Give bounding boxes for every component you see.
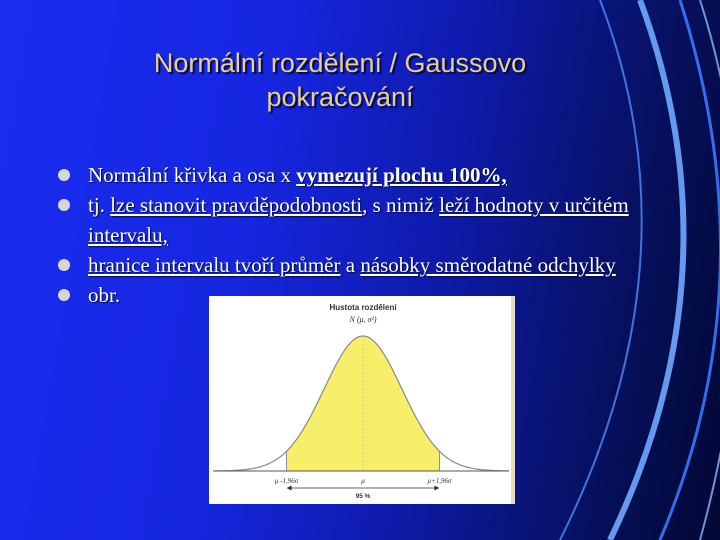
bullet-link[interactable]: násobky směrodatné odchylky [360, 253, 616, 277]
right-bound-label: μ+1,96σ [427, 477, 452, 485]
bullet-text: , s nimiž [362, 193, 440, 217]
bullet-text: Normální křivka a osa x [88, 163, 297, 187]
bullet-dot-icon [58, 289, 70, 301]
figure-title: Hustota rozdělení [329, 303, 397, 312]
bullet-text: tj. [88, 193, 111, 217]
bullet-link[interactable]: hranice intervalu tvoří průměr [88, 253, 341, 277]
figure-edge [511, 296, 515, 504]
slide-title [60, 46, 620, 114]
normal-distribution-plot [209, 296, 515, 504]
bullet-list [58, 160, 678, 310]
bullet-dot-icon [58, 199, 70, 211]
slide-title-line-2: pokračování [266, 82, 414, 112]
bullet-text: obr. [88, 283, 121, 307]
bullet-item [58, 250, 678, 280]
interval-label: 95 % [355, 493, 371, 500]
bullet-link[interactable]: lze stanovit pravděpodobnosti [110, 193, 363, 217]
mean-label: μ [361, 477, 365, 485]
bullet-dot-icon [58, 259, 70, 271]
normal-distribution-figure [209, 296, 515, 504]
bullet-emphasis: vymezují plochu 100%, [296, 163, 507, 187]
bullet-dot-icon [58, 169, 70, 181]
slide-title-line-1: Normální rozdělení / Gaussovo [153, 48, 527, 78]
left-bound-label: μ -1,96σ [274, 477, 299, 485]
bullet-item [58, 190, 678, 250]
bullet-text: a [340, 253, 361, 277]
bullet-item [58, 160, 678, 190]
bullet-link[interactable]: leží hodnoty v určitém intervalu, [88, 193, 629, 247]
figure-subtitle: N (μ, σ²) [349, 315, 377, 324]
